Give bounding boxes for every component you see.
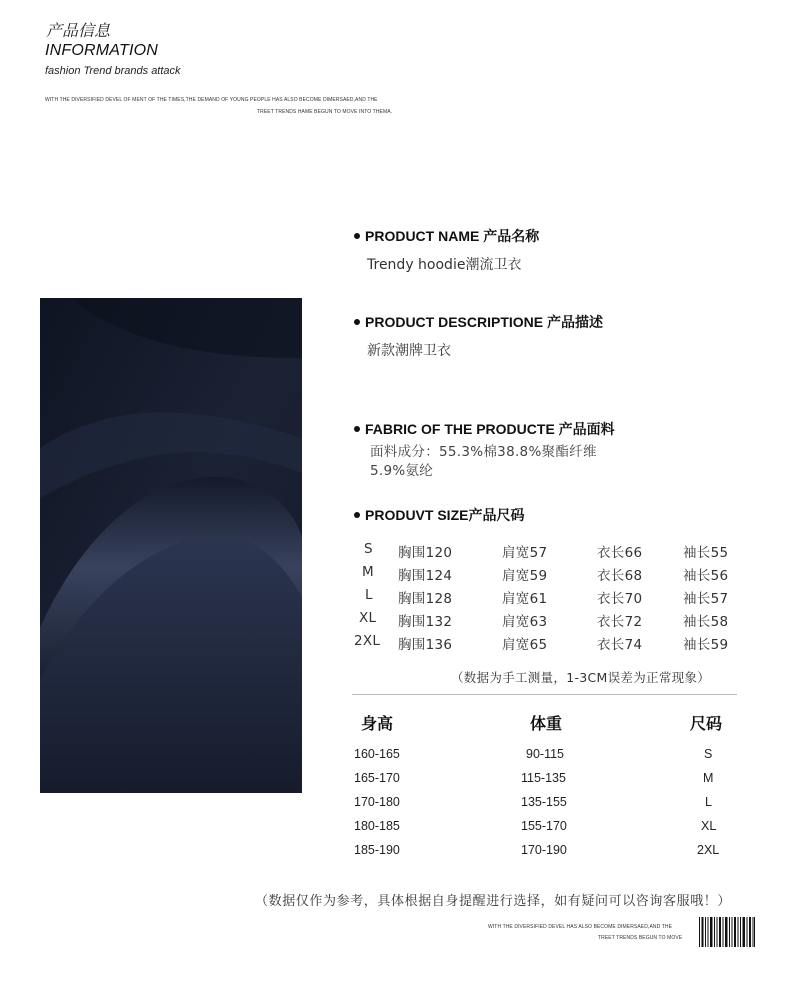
size-label: XL	[359, 610, 377, 626]
divider	[352, 694, 737, 695]
sleeve-value: 袖长58	[683, 614, 729, 630]
size-label: 2XL	[354, 633, 381, 649]
header-size: 尺码	[690, 714, 723, 733]
table-cell-weight: 115-135	[521, 771, 566, 785]
table-cell-size: XL	[701, 819, 717, 833]
size-row	[0, 587, 790, 610]
fabric-title	[354, 419, 615, 439]
header-weight: 体重	[530, 714, 563, 733]
length-value: 衣长72	[597, 614, 643, 630]
sleeve-value: 袖长57	[683, 591, 729, 607]
size-row	[0, 610, 790, 633]
table-cell-height: 185-190	[354, 843, 400, 857]
shoulder-value: 肩宽65	[502, 637, 548, 653]
product-name-value: Trendy hoodie潮流卫衣	[367, 257, 522, 273]
header-small-text-2: TREET TRENDS HAME BEGUN TO MOVE INTO THEMA.	[257, 109, 393, 115]
table-cell-size: 2XL	[697, 843, 720, 857]
chest-value: 胸围120	[398, 545, 453, 561]
table-cell-weight: 90-115	[526, 747, 564, 761]
size-label: L	[365, 587, 373, 603]
shoulder-value: 肩宽57	[502, 545, 548, 561]
table-cell-weight: 135-155	[521, 795, 567, 809]
chest-value: 胸围132	[398, 614, 453, 630]
table-cell-size: S	[704, 747, 713, 761]
bullet-dot-icon	[354, 426, 360, 432]
header-tagline: fashion Trend brands attack	[45, 65, 181, 77]
header-height: 身高	[361, 714, 394, 733]
table-cell-weight: 155-170	[521, 819, 567, 833]
footer-small-text-1: WITH THE DIVERSIFIED DEVEL HAS ALSO BECOME DIMERSAED,AND THE	[488, 924, 672, 930]
size-measure-table	[0, 541, 790, 656]
footer-small-text-2: TREET TRENDS BEGUN TO MOVE	[598, 935, 683, 941]
fabric-composition	[370, 443, 597, 481]
product-name-title-text: PRODUCT NAME 产品名称	[365, 228, 540, 244]
header-title-cn: 产品信息	[46, 21, 111, 40]
length-value: 衣长66	[597, 545, 643, 561]
table-cell-weight: 170-190	[521, 843, 567, 857]
table-cell-size: L	[705, 795, 712, 809]
product-description-title-text: PRODUCT DESCRIPTIONE 产品描述	[365, 314, 604, 330]
measurement-note: （数据为手工测量，1-3CM误差为正常现象）	[451, 670, 711, 685]
size-row	[0, 541, 790, 564]
size-row	[0, 564, 790, 587]
table-cell-height: 160-165	[354, 747, 400, 761]
fabric-line-1: 面料成分：55.3%棉38.8%聚酯纤维	[370, 444, 597, 460]
chest-value: 胸围136	[398, 637, 453, 653]
table-cell-size: M	[703, 771, 714, 785]
size-row	[0, 633, 790, 656]
footer-note: （数据仅作为参考，具体根据自身提醒进行选择，如有疑问可以咨询客服哦！）	[255, 894, 732, 909]
table-cell-height: 180-185	[354, 819, 400, 833]
chest-value: 胸围124	[398, 568, 453, 584]
shoulder-value: 肩宽61	[502, 591, 548, 607]
bullet-dot-icon	[354, 233, 360, 239]
chest-value: 胸围128	[398, 591, 453, 607]
bullet-dot-icon	[354, 319, 360, 325]
table-cell-height: 165-170	[354, 771, 400, 785]
sleeve-value: 袖长55	[683, 545, 729, 561]
header-small-text-1: WITH THE DIVERSIFIED DEVEL OF MENT OF THE TIMES,THE DEMAND OF YOUNG PEOPLE HAS ALSO BECOME DIMERSAED,AND THE	[45, 97, 378, 103]
length-value: 衣长68	[597, 568, 643, 584]
fabric-line-2: 5.9%氨纶	[370, 463, 434, 479]
shoulder-value: 肩宽59	[502, 568, 548, 584]
size-title-text: PRODUVT SIZE产品尺码	[365, 507, 525, 523]
product-name-title	[354, 226, 539, 246]
size-title	[354, 505, 524, 525]
length-value: 衣长74	[597, 637, 643, 653]
sleeve-value: 袖长59	[683, 637, 729, 653]
shoulder-value: 肩宽63	[502, 614, 548, 630]
table-cell-height: 170-180	[354, 795, 400, 809]
size-label: S	[364, 541, 373, 557]
size-label: M	[362, 564, 374, 580]
barcode-icon	[699, 917, 755, 947]
product-description-title	[354, 312, 603, 332]
fabric-title-text: FABRIC OF THE PRODUCTE 产品面料	[365, 421, 615, 437]
size-recommendation-table	[0, 711, 790, 871]
bullet-dot-icon	[354, 512, 360, 518]
length-value: 衣长70	[597, 591, 643, 607]
header-title-en: INFORMATION	[45, 42, 159, 59]
product-description-value: 新款潮牌卫衣	[367, 343, 451, 359]
sleeve-value: 袖长56	[683, 568, 729, 584]
